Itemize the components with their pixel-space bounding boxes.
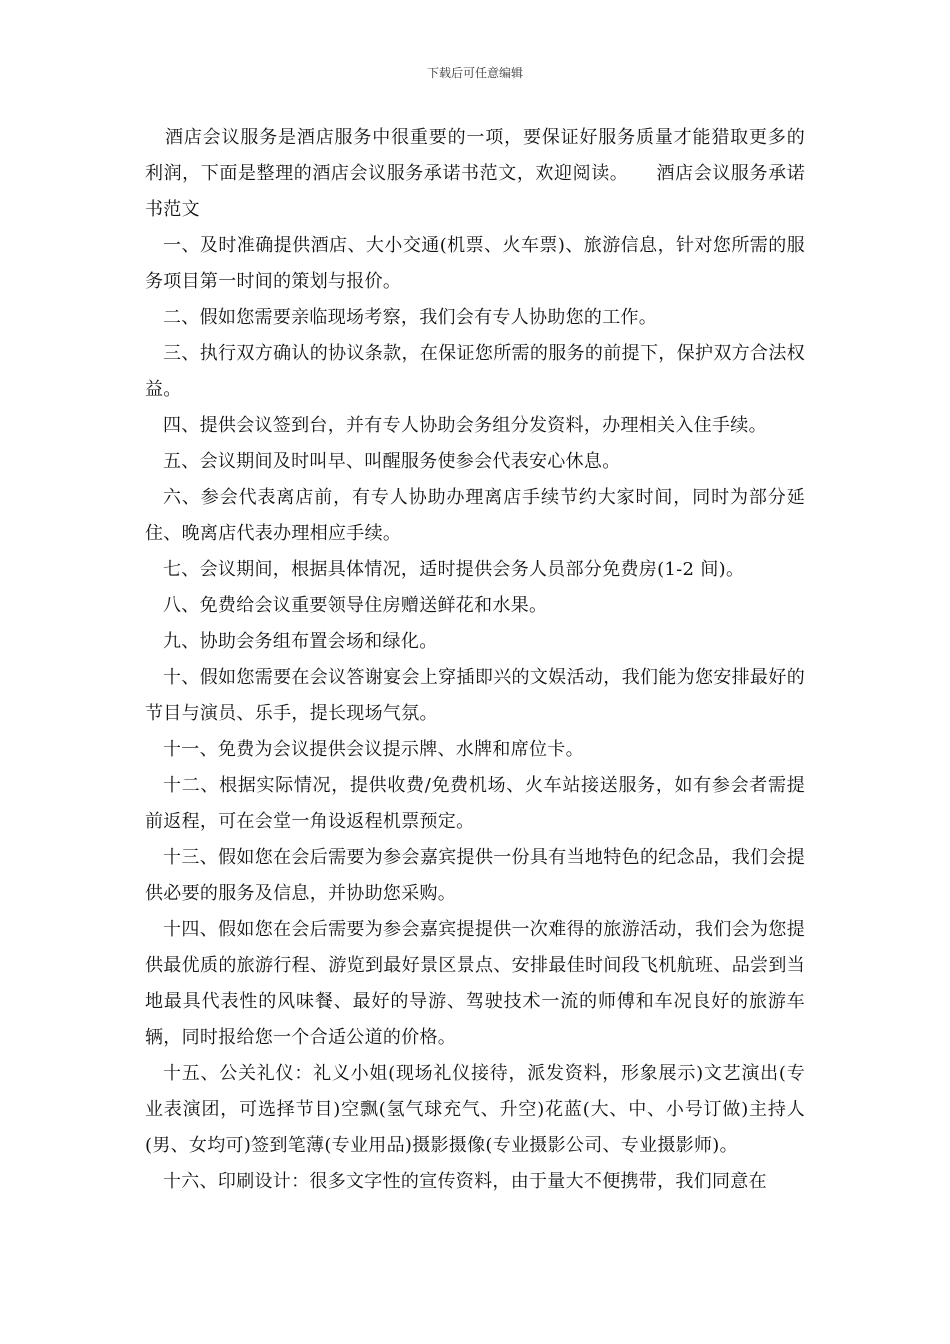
commitment-item-9: 九、协助会务组布置会场和绿化。 <box>163 631 438 652</box>
commitment-item-2: 二、假如您需要亲临现场考察，我们会有专人协助您的工作。 <box>163 307 658 328</box>
commitment-item-11: 十一、免费为会议提供会议提示牌、水牌和席位卡。 <box>163 739 584 760</box>
commitment-item-4: 四、提供会议签到台，并有专人协助会务组分发资料，办理相关入住手续。 <box>163 415 767 436</box>
commitment-item-3: 三、执行双方确认的协议条款，在保证您所需的服务的前提下，保护双方合法权益。 <box>145 343 805 400</box>
commitment-item-1: 一、及时准确提供酒店、大小交通(机票、火车票)、旅游信息，针对您所需的服务项目第一时间的策划与报价。 <box>145 235 805 292</box>
commitment-item-7: 七、会议期间，根据具体情况，适时提供会务人员部分免费房(1-2 间)。 <box>163 559 745 580</box>
commitment-item-12: 十二、根据实际情况，提供收费/免费机场、火车站接送服务，如有参会者需提前返程，可在会堂一角设返程机票预定。 <box>145 775 805 832</box>
commitment-item-13: 十三、假如您在会后需要为参会嘉宾提供一份具有当地特色的纪念品，我们会提供必要的服务及信息，并协助您采购。 <box>145 847 805 904</box>
commitment-item-5: 五、会议期间及时叫早、叫醒服务使参会代表安心休息。 <box>163 451 621 472</box>
commitment-item-15: 十五、公关礼仪：礼义小姐(现场礼仪接待，派发资料，形象展示)文艺演出(专业表演团，可选择节目)空飘(氢气球充气、升空)花蓝(大、中、小号订做)主持人(男、女均可)签到笔薄(专业用品)摄影摄像(专业摄影公司、专业摄影师)。 <box>145 1063 805 1156</box>
commitment-item-10: 十、假如您需要在会议答谢宴会上穿插即兴的文娱活动，我们能为您安排最好的节目与演员、乐手，提长现场气氛。 <box>145 667 805 724</box>
document-body <box>145 120 805 1200</box>
commitment-item-8: 八、免费给会议重要领导住房赠送鲜花和水果。 <box>163 595 548 616</box>
intro-paragraph: 酒店会议服务是酒店服务中很重要的一项，要保证好服务质量才能猎取更多的利润，下面是整理的酒店会议服务承诺书范文，欢迎阅读。 酒店会议服务承诺书范文 <box>145 127 805 220</box>
commitment-item-14: 十四、假如您在会后需要为参会嘉宾提提供一次难得的旅游活动，我们会为您提供最优质的旅游行程、游览到最好景区景点、安排最佳时间段飞机航班、品尝到当地最具代表性的风味餐、最好的导游、驾驶技术一流的师傅和车况良好的旅游车辆，同时报给您一个合适公道的价格。 <box>145 919 805 1048</box>
page-header-note: 下载后可任意编辑 <box>426 66 523 80</box>
commitment-item-16: 十六、印刷设计：很多文字性的宣传资料，由于量大不便携带，我们同意在 <box>163 1171 767 1192</box>
commitment-item-6: 六、参会代表离店前，有专人协助办理离店手续节约大家时间，同时为部分延住、晚离店代表办理相应手续。 <box>145 487 805 544</box>
